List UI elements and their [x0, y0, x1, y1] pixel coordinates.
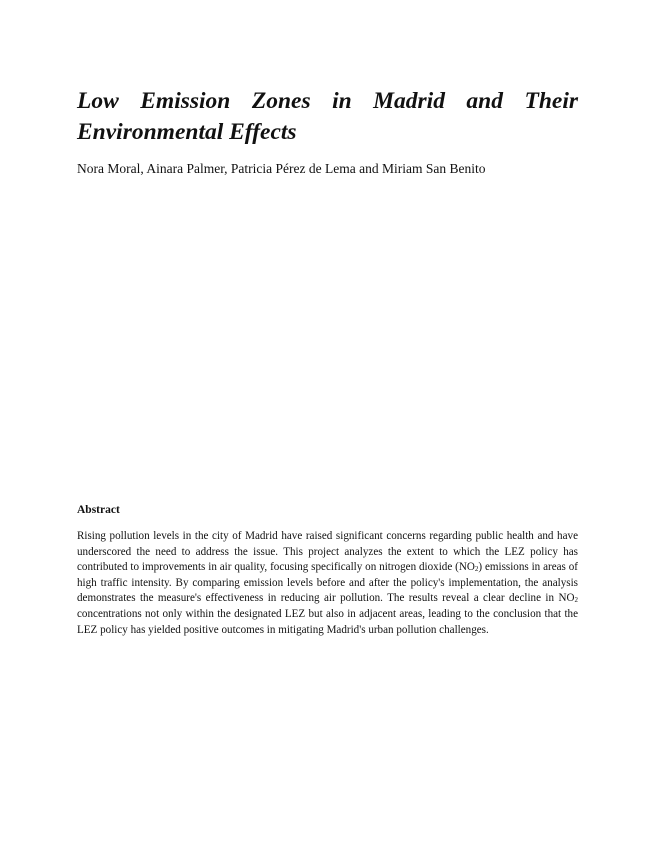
abstract-text-part1: Rising pollution levels in the city of Madrid have raised significant concerns regarding public health and have underscored the need to address the issue. This project analyzes the extent to which the LEZ policy has contributed to improvements in air quality, focusing specifically on nitrogen dioxide (NO	[77, 530, 578, 574]
no2-subscript: 2	[474, 565, 479, 574]
no2-subscript: 2	[574, 596, 578, 605]
abstract-text-part3: concentrations not only within the designated LEZ but also in adjacent areas, leading to the conclusion that the LEZ policy has yielded positive outcomes in mitigating Madrid's urban pollution challenges.	[77, 607, 578, 636]
abstract-heading: Abstract	[77, 504, 120, 516]
paper-title: Low Emission Zones in Madrid and Their Environmental Effects	[77, 88, 578, 145]
abstract-text-part2: ) emissions in areas of high traffic intensity. By comparing emission levels before and after the policy's implementation, the analysis demonstrates the measure's effectiveness in reducing air pollution. The results reveal a clear decline in NO	[77, 561, 578, 605]
paper-authors: Nora Moral, Ainara Palmer, Patricia Pérez de Lema and Miriam San Benito	[77, 161, 486, 176]
abstract-body	[77, 529, 578, 638]
